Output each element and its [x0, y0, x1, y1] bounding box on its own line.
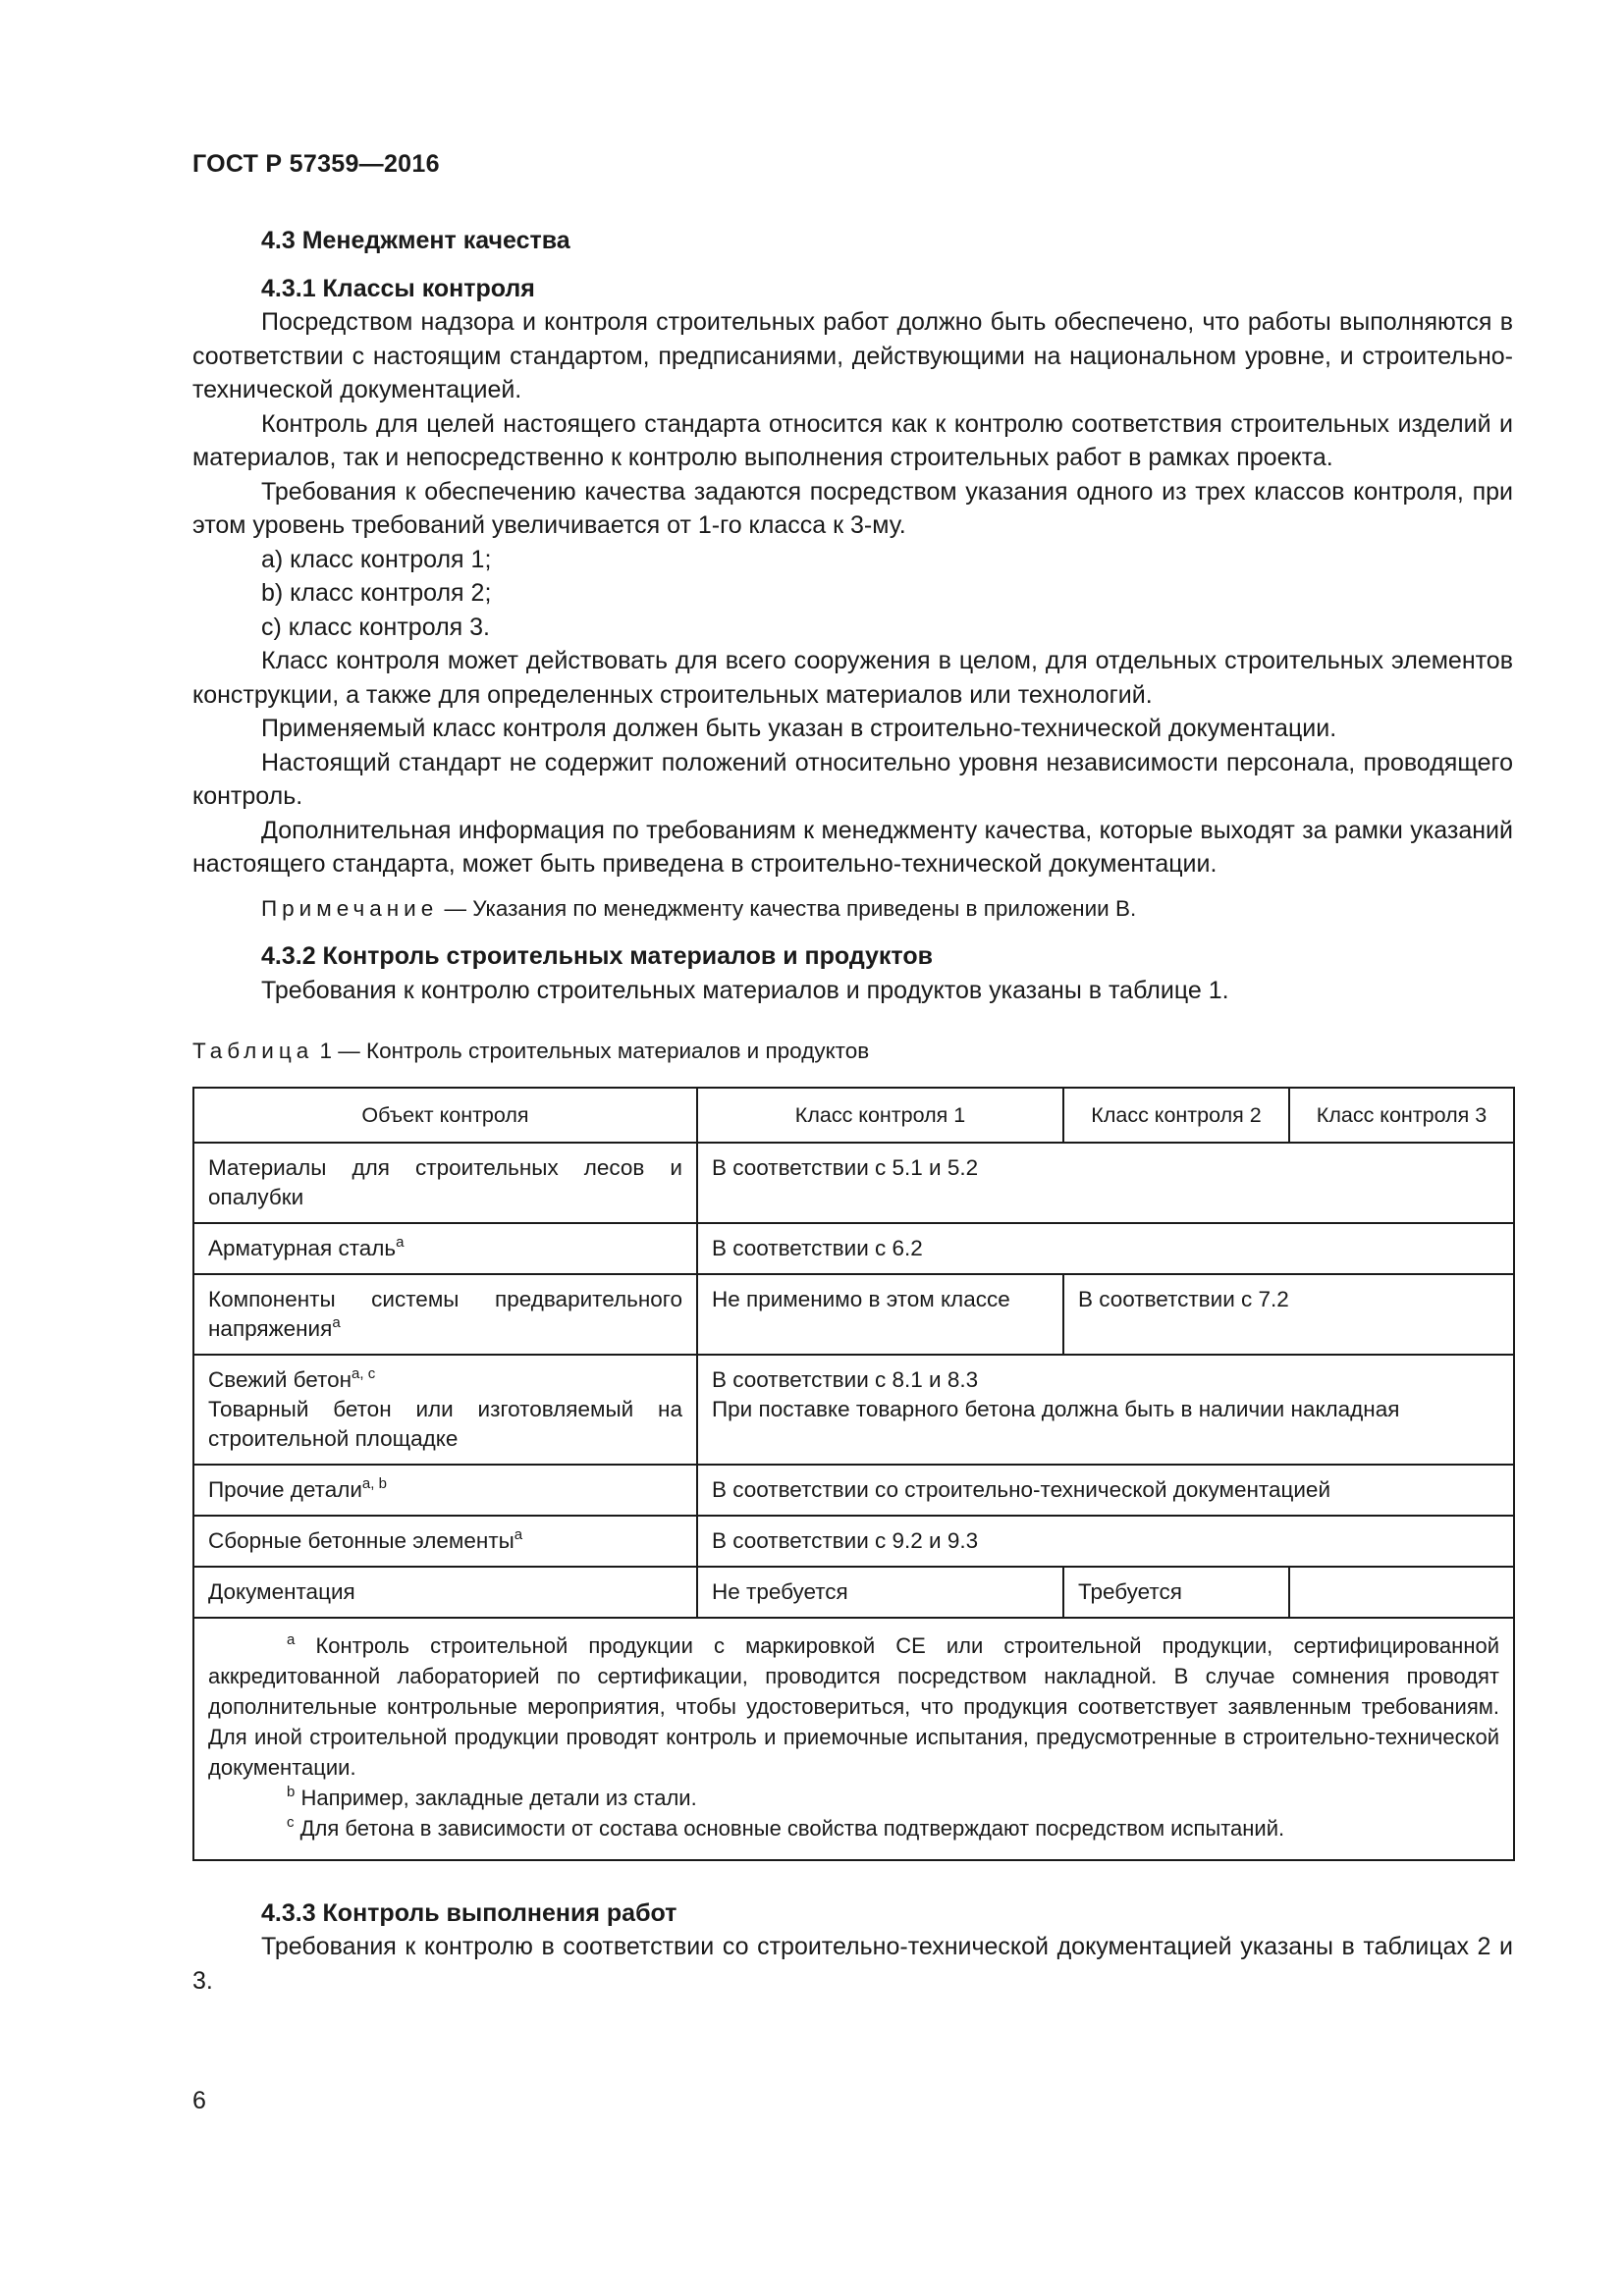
footnote-text: Например, закладные детали из стали.: [295, 1785, 697, 1810]
table-row: [193, 1465, 1514, 1516]
footnote-ref: a: [332, 1313, 341, 1331]
paragraph: Класс контроля может действовать для всего сооружения в целом, для отдельных строительных элементов конструкции, а также для определенных строительных материалов или технологий.: [192, 647, 1513, 709]
object-text: Свежий бетон: [208, 1366, 352, 1392]
table-cell-object: Материалы для строительных лесов и опалубки: [193, 1143, 697, 1223]
paragraph: Требования к контролю в соответствии со строительно-технической документацией указаны в таблицах 2 и 3.: [192, 1933, 1513, 1995]
table-cell-object: [193, 1355, 697, 1465]
footnote-mark: a: [287, 1630, 296, 1648]
section-4-3-1-title: 4.3.1 Классы контроля: [261, 274, 535, 302]
table-row: [193, 1274, 1514, 1355]
table-cell-object: [193, 1516, 697, 1567]
footnote-ref: a, c: [352, 1364, 376, 1382]
section-4-3-title: 4.3 Менеджмент качества: [261, 227, 570, 254]
table-row: [193, 1223, 1514, 1274]
table-cell-requirement: Не требуется: [697, 1567, 1063, 1618]
footnote-a: [208, 1630, 1499, 1783]
object-text: Арматурная сталь: [208, 1235, 397, 1260]
column-header: Класс контроля 3: [1289, 1088, 1514, 1143]
paragraph: Настоящий стандарт не содержит положений относительно уровня независимости персонала, проводящего контроль.: [192, 748, 1513, 810]
table-cell-object: [193, 1274, 697, 1355]
table-cell-requirement: В соответствии с 9.2 и 9.3: [697, 1516, 1514, 1567]
table-cell-requirement: В соответствии со строительно-технической документацией: [697, 1465, 1514, 1516]
table-cell-requirement: Не применимо в этом классе: [697, 1274, 1063, 1355]
footnote-ref: a: [396, 1233, 405, 1251]
paragraph: Требования к контролю строительных материалов и продуктов указаны в таблице 1.: [261, 976, 1229, 1004]
object-text: Прочие детали: [208, 1476, 362, 1502]
page-number: 6: [192, 2087, 206, 2114]
paragraph: Посредством надзора и контроля строительных работ должно быть обеспечено, что работы выполняются в соответствии с настоящим стандартом, предписаниями, действующими на национальном уровне, и строительно-технической документацией.: [192, 308, 1513, 403]
paragraph: Требования к обеспечению качества задаются посредством указания одного из трех классов контроля, при этом уровень требований увеличивается от 1-го класса к 3-му.: [192, 477, 1513, 539]
requirement-line: В соответствии с 8.1 и 8.3: [712, 1366, 979, 1392]
table-footnotes: [193, 1618, 1514, 1860]
paragraph: Применяемый класс контроля должен быть указан в строительно-технической документации.: [261, 715, 1337, 742]
footnote-b: [208, 1783, 1499, 1813]
requirement-line: При поставке товарного бетона должна быть в наличии накладная: [712, 1396, 1400, 1421]
table-caption: [192, 1035, 1513, 1069]
table-footnotes-row: [193, 1618, 1514, 1860]
paragraph: Контроль для целей настоящего стандарта относится как к контролю соответствия строительных изделий и материалов, так и непосредственно к контролю выполнения строительных работ в рамках проекта.: [192, 409, 1513, 471]
footnote-mark: c: [287, 1813, 295, 1831]
table-cell-requirement: [1289, 1567, 1514, 1618]
footnote-ref: a, b: [361, 1474, 387, 1492]
table-cell-requirement: [697, 1355, 1514, 1465]
note: [192, 892, 1513, 927]
table-cell-requirement: В соответствии с 5.1 и 5.2: [697, 1143, 1514, 1223]
standard-header: ГОСТ Р 57359—2016: [192, 150, 440, 178]
footnote-text: Контроль строительной продукции с маркировкой CE или строительной продукции, сертифицированной аккредитованной лабораторией по сертификации, проводится посредством накладной. В случае сомнения проводят дополнительные контрольные мероприятия, чтобы удостовериться, что продукция соответствует заявленным требованиям. Для иной строительной продукции проводят контроль и приемочные испытания, предусмотренные в строительно-технической документации.: [208, 1632, 1499, 1780]
list-item: c) класс контроля 3.: [261, 613, 490, 641]
page-content: [192, 224, 1513, 1998]
table-cell-requirement: Требуется: [1063, 1567, 1289, 1618]
table-row: [193, 1355, 1514, 1465]
section-4-3-3-title: 4.3.3 Контроль выполнения работ: [261, 1898, 677, 1927]
footnote-c: [208, 1813, 1499, 1843]
note-text: — Указания по менеджменту качества приведены в приложении В.: [438, 895, 1137, 921]
section-4-3-2-title: 4.3.2 Контроль строительных материалов и продуктов: [261, 942, 933, 970]
footnote-text: Для бетона в зависимости от состава основные свойства подтверждают посредством испытаний.: [294, 1815, 1285, 1841]
column-header: Класс контроля 1: [697, 1088, 1063, 1143]
table-cell-requirement: В соответствии с 7.2: [1063, 1274, 1514, 1355]
list-item: b) класс контроля 2;: [261, 579, 492, 607]
list-item: a) класс контроля 1;: [261, 545, 492, 573]
table-cell-requirement: В соответствии с 6.2: [697, 1223, 1514, 1274]
table-caption-text: 1 — Контроль строительных материалов и продуктов: [313, 1039, 870, 1063]
column-header: Класс контроля 2: [1063, 1088, 1289, 1143]
table-row: [193, 1567, 1514, 1618]
footnote-ref: a: [514, 1525, 523, 1543]
object-line: [208, 1365, 682, 1395]
object-text: Сборные бетонные элементы: [208, 1527, 514, 1553]
table-row: [193, 1143, 1514, 1223]
table-cell-object: Документация: [193, 1567, 697, 1618]
table-header-row: [193, 1088, 1514, 1143]
paragraph: Дополнительная информация по требованиям к менеджменту качества, которые выходят за рамки указаний настоящего стандарта, может быть приведена в строительно-технической документации.: [192, 816, 1513, 878]
table-row: [193, 1516, 1514, 1567]
table-caption-label: Таблица: [192, 1039, 314, 1063]
table-cell-object: [193, 1223, 697, 1274]
table-1: [192, 1087, 1515, 1861]
object-text: Товарный бетон или изготовляемый на строительной площадке: [208, 1396, 682, 1451]
column-header: Объект контроля: [193, 1088, 697, 1143]
object-text: Компоненты системы предварительного напряжения: [208, 1286, 682, 1341]
footnote-mark: b: [287, 1783, 296, 1800]
section-4-3-3: [192, 1896, 1513, 1999]
table-cell-object: [193, 1465, 697, 1516]
note-label: Примечание: [261, 895, 439, 921]
